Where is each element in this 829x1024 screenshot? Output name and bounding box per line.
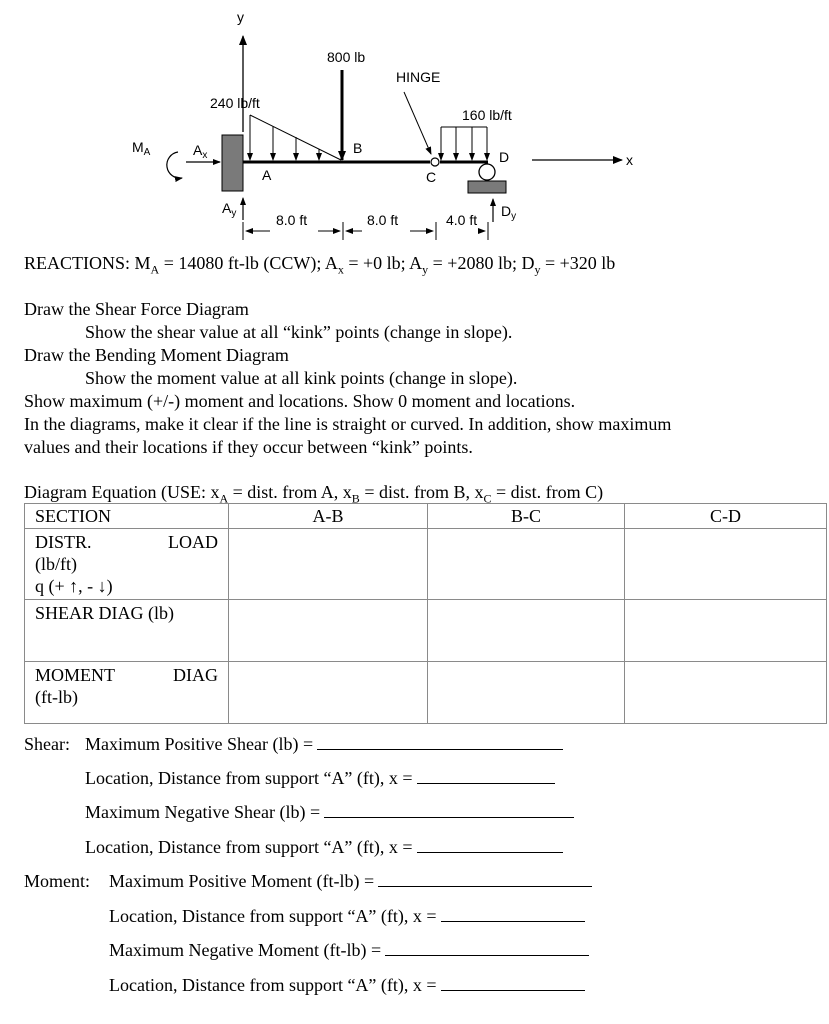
- location-1-blank[interactable]: [417, 767, 555, 784]
- header-bc: B-C: [428, 504, 625, 529]
- table-header-row: [25, 504, 827, 529]
- label-800: 800 lb: [327, 49, 366, 65]
- cell-shear-bc[interactable]: [428, 600, 625, 662]
- moment-arc: [167, 152, 182, 178]
- max-positive-shear: Maximum Positive Shear (lb) =: [85, 733, 563, 755]
- header-section: SECTION: [25, 504, 229, 529]
- location-4-blank[interactable]: [441, 974, 585, 991]
- cell-load-bc[interactable]: [428, 529, 625, 600]
- cell-load-cd[interactable]: [625, 529, 827, 600]
- instruction-line: Draw the Shear Force Diagram: [24, 299, 249, 319]
- instructions: [24, 298, 671, 459]
- label-160: 160 lb/ft: [462, 107, 512, 123]
- instruction-line: In the diagrams, make it clear if the line is straight or curved. In addition, show maximum: [24, 414, 672, 434]
- moment-heading: Moment:: [24, 871, 90, 891]
- instruction-line: Show the shear value at all “kink” points (change in slope).: [85, 322, 513, 342]
- table-row-moment: [25, 662, 827, 724]
- label-hinge: HINGE: [396, 69, 441, 85]
- label-C: C: [426, 169, 437, 185]
- max-positive-shear-blank[interactable]: [317, 733, 563, 750]
- cell-moment-bc[interactable]: [428, 662, 625, 724]
- label-240: 240 lb/ft: [210, 95, 260, 111]
- location-3-blank[interactable]: [441, 905, 585, 922]
- max-positive-moment-blank[interactable]: [378, 870, 592, 887]
- location-1: Location, Distance from support “A” (ft), x =: [85, 767, 555, 789]
- row-label-moment: MOMENT DIAG (ft-lb): [25, 662, 229, 724]
- location-2-blank[interactable]: [417, 836, 563, 853]
- label-Ax: $A_x$: [193, 142, 208, 161]
- header-cd: C-D: [625, 504, 827, 529]
- y-axis-label: y: [237, 9, 244, 25]
- beam-figure: [0, 0, 829, 250]
- hinge-pointer: [404, 92, 431, 154]
- cell-moment-ab[interactable]: [229, 662, 428, 724]
- cell-load-ab[interactable]: [229, 529, 428, 600]
- max-negative-shear-blank[interactable]: [324, 801, 574, 818]
- label-MA: $M_A$: [132, 139, 151, 158]
- table-row-shear: [25, 600, 827, 662]
- row-label-load: DISTR. LOAD (lb/ft) q (+ ↑, - ↓): [25, 529, 229, 600]
- label-Dy: $D_y$: [501, 203, 517, 222]
- dim-label-2: 8.0 ft: [367, 212, 399, 228]
- reactions-line: REACTIONS: $M_A = 14080$ ft-lb (CCW); $A_x = +0$ lb; $A_y = +2080$ lb; $D_y = +320$ lb: [24, 253, 616, 277]
- equation-table: [24, 503, 827, 724]
- instruction-line: Show the moment value at all kink points (change in slope).: [85, 368, 518, 388]
- location-4: Location, Distance from support “A” (ft), x =: [109, 974, 585, 996]
- cell-shear-ab[interactable]: [229, 600, 428, 662]
- shear-heading: Shear:: [24, 734, 70, 754]
- instruction-line: values and their locations if they occur between “kink” points.: [24, 437, 473, 457]
- location-3: Location, Distance from support “A” (ft), x =: [109, 905, 585, 927]
- instruction-line: Show maximum (+/-) moment and locations. Show 0 moment and locations.: [24, 391, 576, 411]
- cell-moment-cd[interactable]: [625, 662, 827, 724]
- hinge-circle: [431, 158, 439, 166]
- roller: [479, 164, 495, 180]
- x-axis-label: x: [626, 152, 633, 168]
- max-positive-moment: Maximum Positive Moment (ft-lb) =: [109, 870, 592, 892]
- fixed-wall: [222, 135, 243, 191]
- max-negative-moment: Maximum Negative Moment (ft-lb) =: [109, 939, 589, 961]
- roller-ground: [468, 181, 506, 193]
- max-negative-moment-blank[interactable]: [385, 939, 589, 956]
- label-Ay: $A_y$: [222, 200, 237, 219]
- dim-label-3: 4.0 ft: [446, 212, 478, 228]
- label-B: B: [353, 140, 363, 156]
- instruction-line: Draw the Bending Moment Diagram: [24, 345, 289, 365]
- table-row-load: [25, 529, 827, 600]
- label-A: A: [262, 167, 272, 183]
- label-D: D: [499, 149, 510, 165]
- cell-shear-cd[interactable]: [625, 600, 827, 662]
- table-caption: Diagram Equation (USE: $x_A$ = dist. from A, $x_B$ = dist. from B, $x_C$ = dist. from C): [24, 482, 604, 506]
- row-label-shear: SHEAR DIAG (lb): [25, 600, 229, 662]
- dim-label-1: 8.0 ft: [276, 212, 308, 228]
- header-ab: A-B: [229, 504, 428, 529]
- location-2: Location, Distance from support “A” (ft), x =: [85, 836, 563, 858]
- max-negative-shear: Maximum Negative Shear (lb) =: [85, 801, 574, 823]
